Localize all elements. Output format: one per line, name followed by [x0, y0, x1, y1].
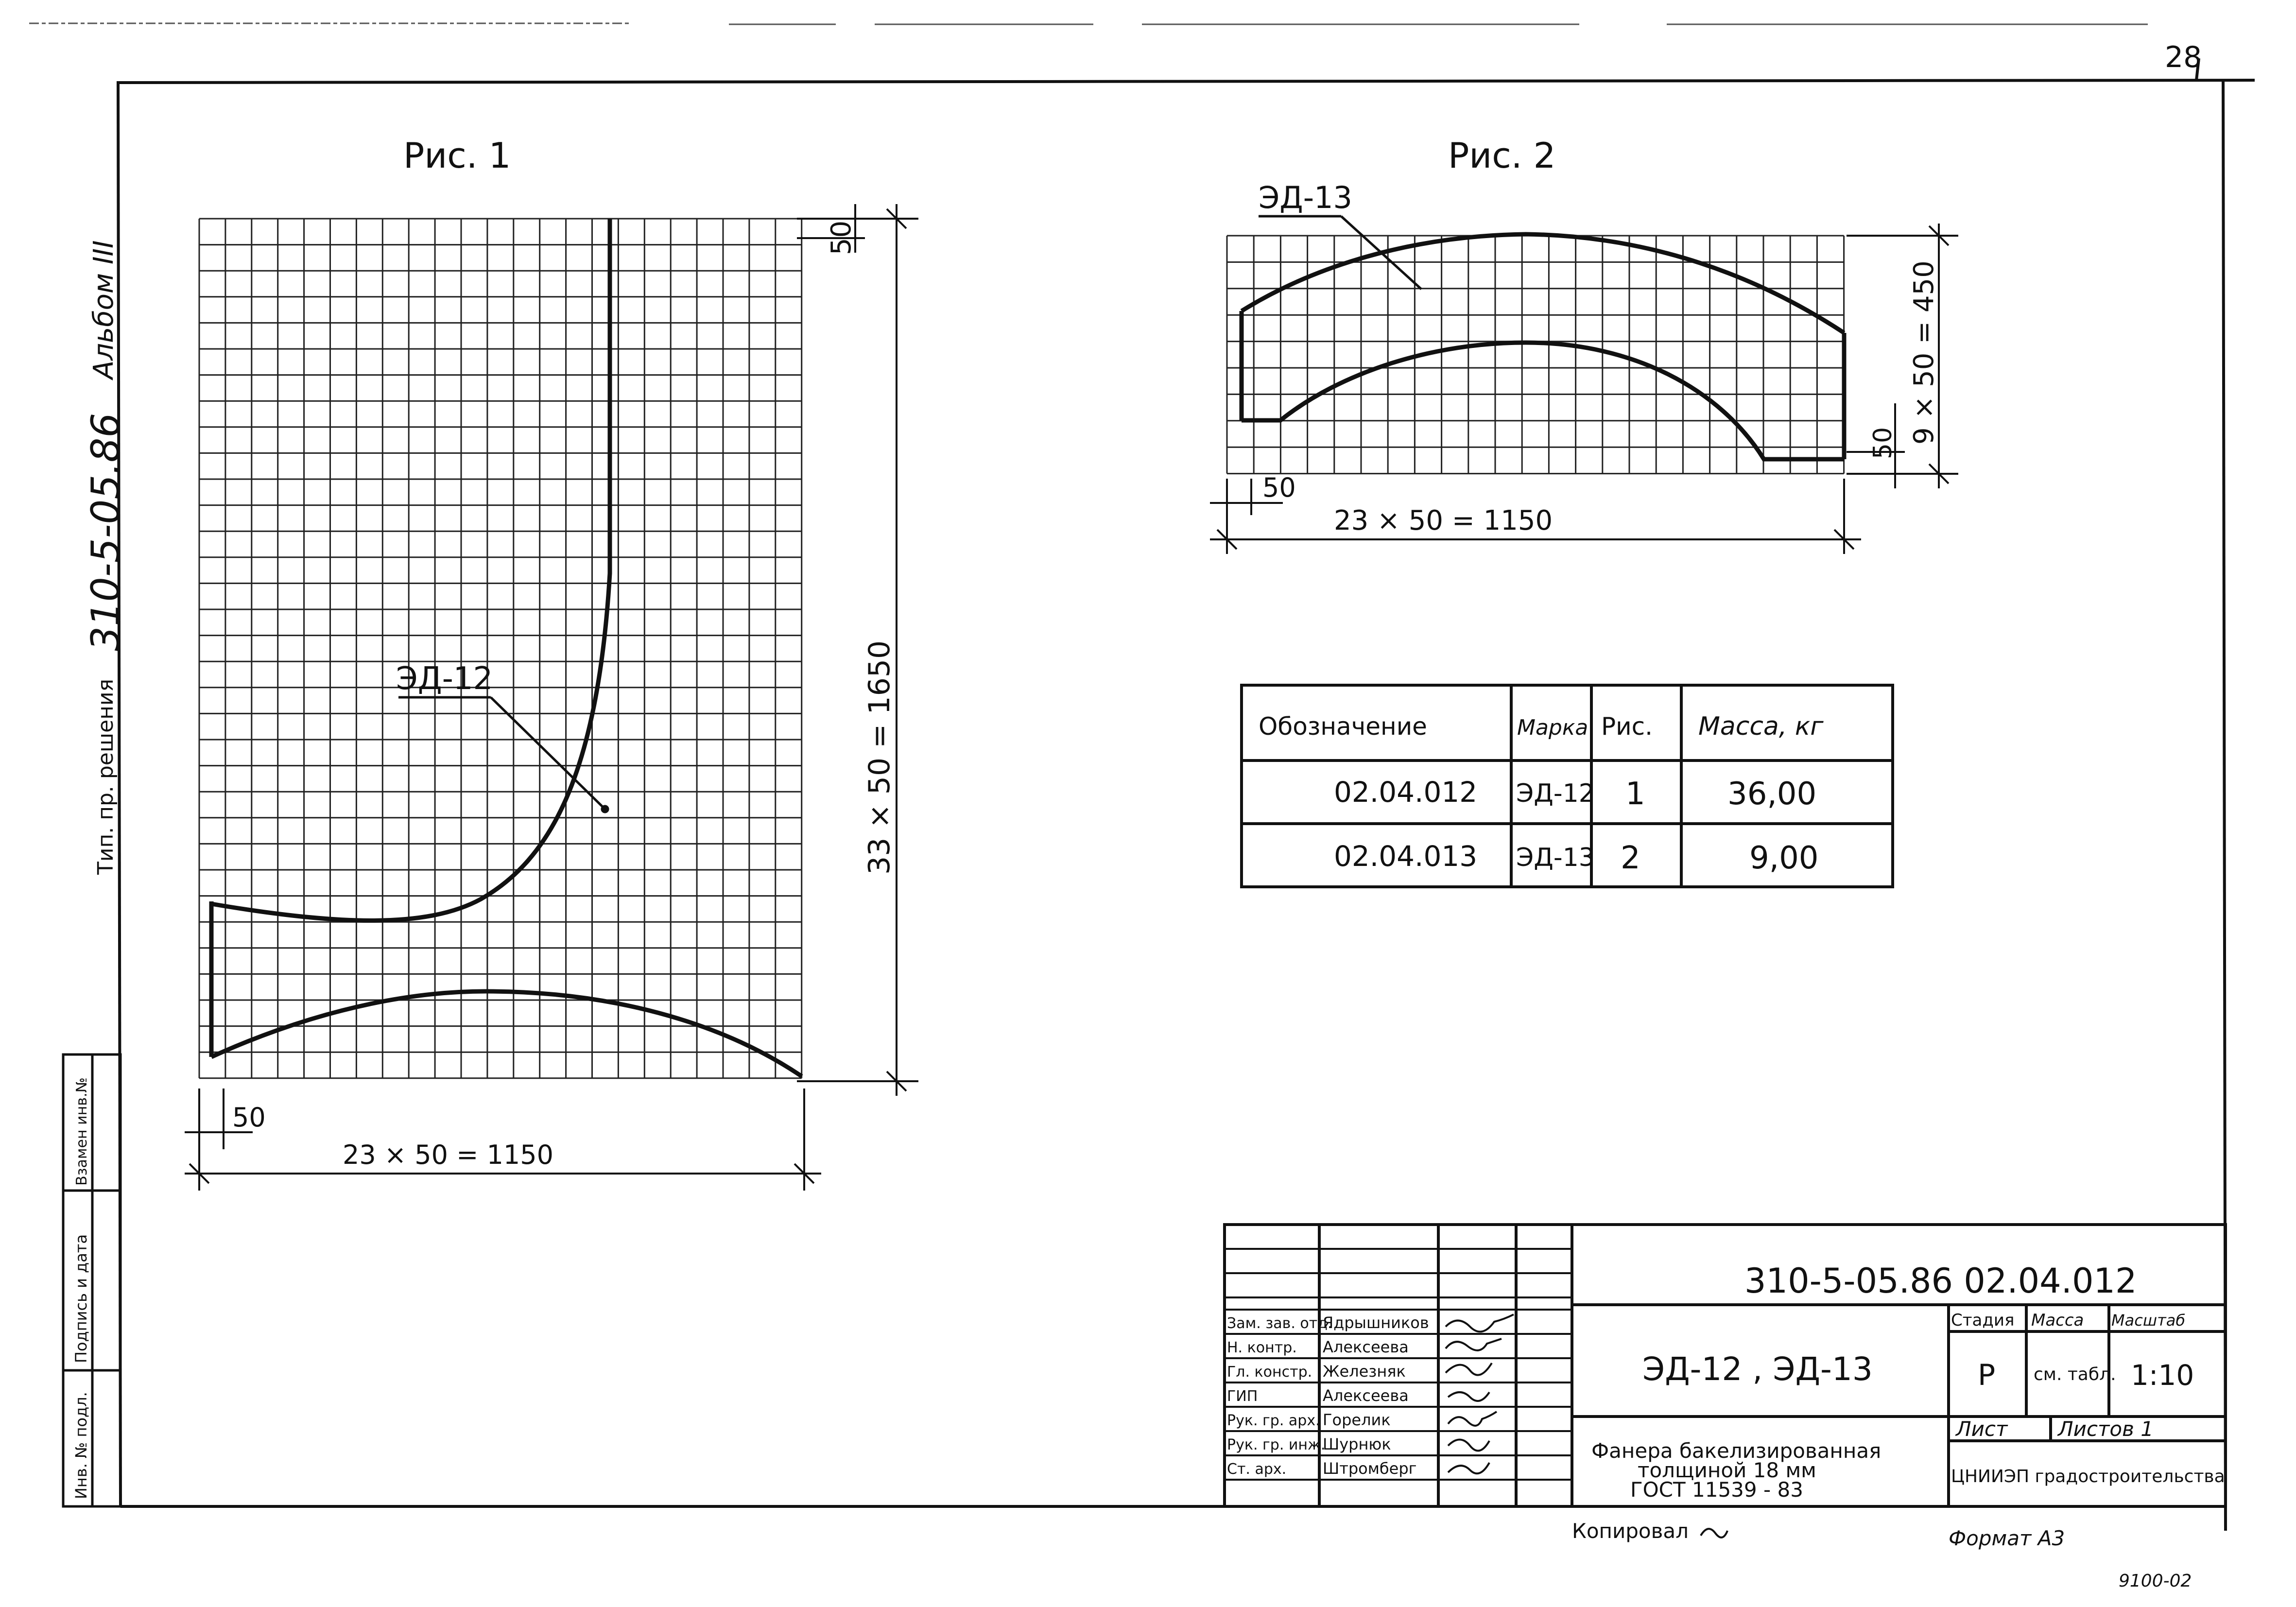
fig2-leader — [1259, 216, 1421, 289]
table-header-figure: Рис. — [1601, 712, 1653, 741]
table-row2-designation: 02.04.013 — [1334, 840, 1478, 873]
staff-role: Ст. арх. — [1227, 1461, 1287, 1478]
fig1-dim-top: 50 — [826, 220, 857, 255]
staff-role: Гл. констр. — [1227, 1364, 1312, 1381]
copier-signature — [1701, 1529, 1727, 1538]
fig2-curves — [1242, 234, 1844, 459]
fig2-title: Рис. 2 — [1448, 135, 1556, 176]
title-scale-value: 1:10 — [2131, 1359, 2194, 1392]
title-stage-value: Р — [1978, 1358, 1996, 1392]
table-header-mass: Масса, кг — [1698, 712, 1824, 741]
staff-name: Железняк — [1323, 1362, 1406, 1381]
title-organization: ЦНИИЭП градостроительства — [1951, 1467, 2225, 1486]
stamp-replacement-inv: Взамен инв.№ — [73, 1077, 90, 1186]
title-block-staff — [1227, 1313, 1429, 1478]
signatures — [1446, 1314, 1514, 1473]
title-sheets-label: Листов 1 — [2058, 1417, 2154, 1441]
fig1-dim-cell: 50 — [232, 1102, 266, 1133]
fig1-part-label: ЭД-12 — [396, 661, 493, 697]
staff-name: Горелик — [1323, 1411, 1391, 1429]
fig1-outline-bottom — [211, 991, 802, 1076]
title-material-2: толщиной 18 мм — [1638, 1458, 1816, 1482]
staff-name: Ядрышников — [1323, 1313, 1429, 1332]
title-material-1: Фанера бакелизированная — [1591, 1439, 1882, 1463]
album-label: Альбом III — [88, 240, 120, 379]
table-header-mark: Марка — [1517, 715, 1588, 740]
table-row2-figure: 2 — [1621, 840, 1640, 876]
title-scale-header: Масштаб — [2111, 1311, 2186, 1330]
fig1-dim-horizontal: 23 × 50 = 1150 — [343, 1140, 554, 1170]
table-row1-mass: 36,00 — [1727, 776, 1817, 812]
fig1-leader — [398, 697, 608, 812]
staff-role: ГИП — [1227, 1388, 1258, 1405]
staff-role: Зам. зав. отд. — [1227, 1315, 1332, 1332]
fig2-dim-vertical: 9 × 50 = 450 — [1908, 260, 1940, 445]
side-doc-code: 310-5-05.86 — [83, 413, 128, 651]
title-material-3: ГОСТ 11539 - 83 — [1630, 1478, 1803, 1502]
order-number: 9100-02 — [2119, 1571, 2192, 1591]
staff-name: Алексеева — [1323, 1338, 1409, 1356]
fig2-dim-horizontal: 23 × 50 = 1150 — [1334, 505, 1553, 536]
table-header-designation: Обозначение — [1259, 712, 1427, 741]
staff-name: Алексеева — [1323, 1386, 1409, 1405]
title-doc-number: 310-5-05.86 02.04.012 — [1744, 1261, 2137, 1301]
scan-edge-lines — [29, 23, 2148, 24]
table-row2-mark: ЭД-13 — [1516, 843, 1595, 872]
title-sheet-label: Лист — [1956, 1417, 2008, 1441]
table-row1-mark: ЭД-12 — [1516, 779, 1595, 808]
fig1-dimensions — [185, 204, 918, 1191]
fig1-outline-top — [211, 219, 610, 920]
table-row2-mass: 9,00 — [1749, 840, 1819, 876]
table-row1-designation: 02.04.012 — [1334, 776, 1478, 809]
staff-name: Шурнюк — [1323, 1435, 1391, 1453]
title-stage-header: Стадия — [1951, 1311, 2015, 1330]
stamp-signature-date: Подпись и дата — [72, 1234, 90, 1363]
staff-name: Штромберг — [1323, 1459, 1417, 1478]
staff-role: Рук. гр. инж. — [1227, 1436, 1326, 1453]
side-series: Тип. пр. решения — [93, 678, 118, 875]
stamp-inv-no: Инв. № подл. — [72, 1392, 90, 1499]
fig2-dim-cell: 50 — [1262, 472, 1296, 503]
format-label: Формат А3 — [1949, 1526, 2065, 1550]
title-product: ЭД-12 , ЭД-13 — [1642, 1350, 1873, 1388]
fig1-title: Рис. 1 — [403, 135, 511, 176]
fig2-outline-bottom — [1242, 343, 1844, 459]
fig2-dim-right: 50 — [1868, 427, 1898, 459]
copied-by-label: Копировал — [1572, 1519, 1689, 1543]
table-row1-figure: 1 — [1625, 776, 1645, 812]
title-mass-value: см. табл. — [2034, 1365, 2116, 1384]
fig1-grid — [199, 219, 802, 1078]
fig2-part-label: ЭД-13 — [1259, 180, 1352, 215]
staff-role: Н. контр. — [1227, 1339, 1297, 1356]
side-margin — [83, 241, 128, 876]
staff-role: Рук. гр. арх. — [1227, 1412, 1320, 1429]
title-mass-header: Масса — [2031, 1311, 2084, 1330]
fig1-dim-vertical: 33 × 50 = 1650 — [863, 640, 897, 875]
sheet-number: 28 — [2165, 40, 2202, 74]
fig2-outline-top — [1242, 234, 1844, 333]
